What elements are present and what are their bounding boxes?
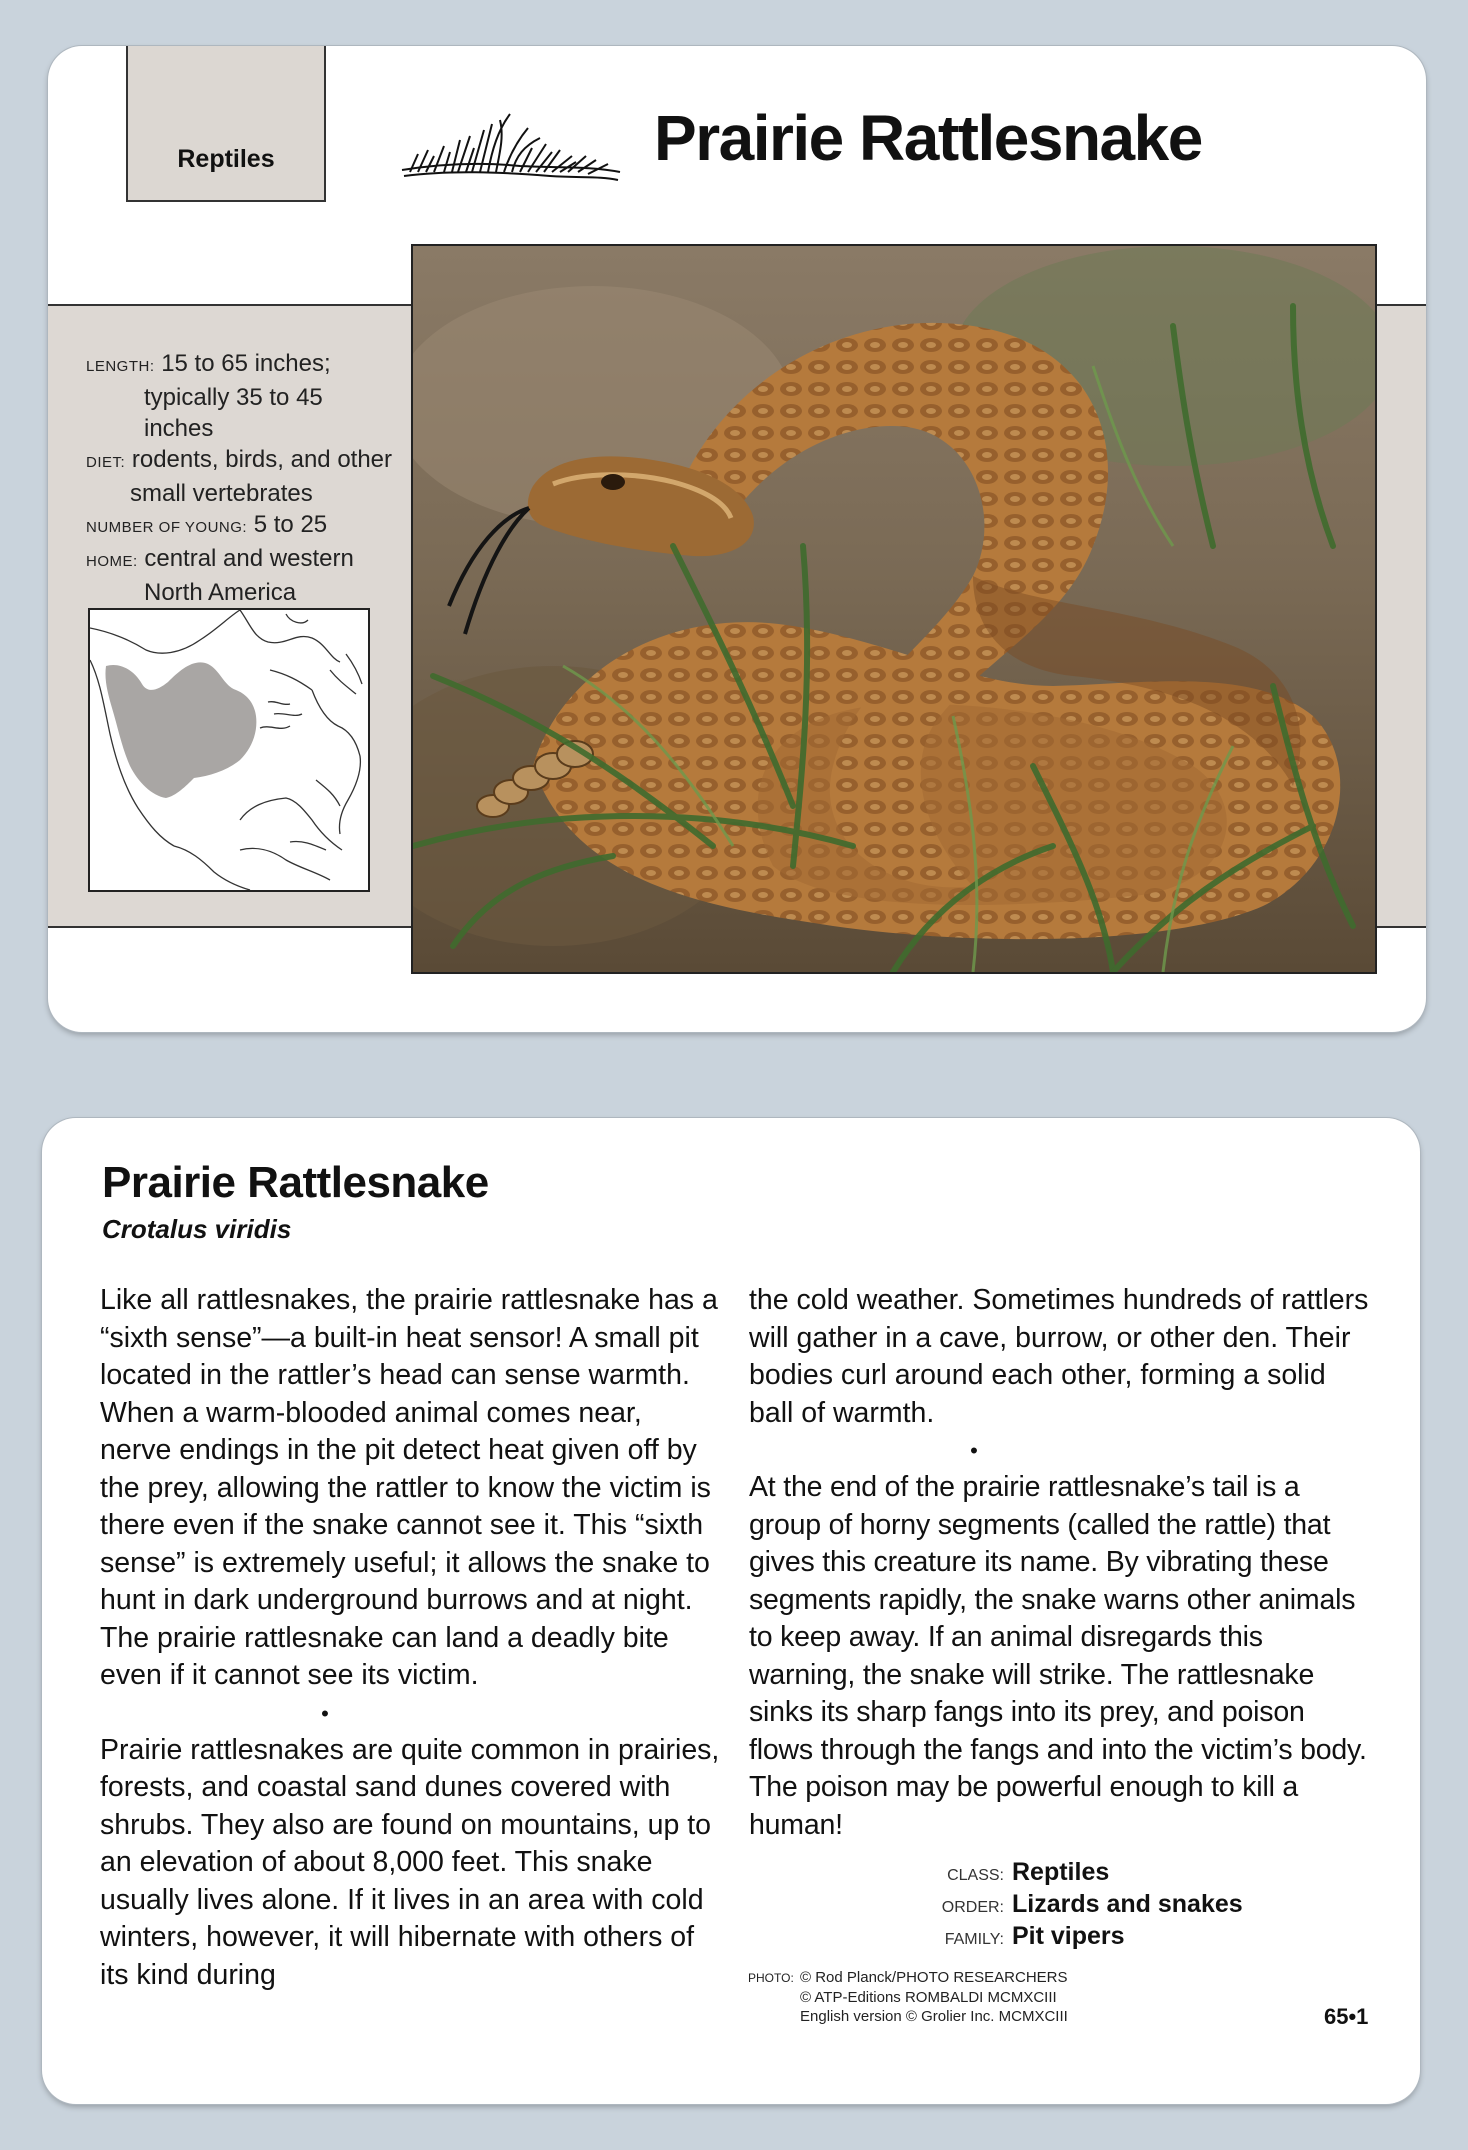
text-column-right	[749, 1282, 1369, 1844]
length-value: 15 to 65 inches;	[161, 350, 331, 377]
paragraph-rattle: At the end of the prairie rattlesnake’s tail is a group of horny segments (called the rattle) that gives this creature its name. By vibrating these segments rapidly, the snake warns other animals to keep away. If an animal disregards this warning, the snake will strike. The rattlesnake sinks its sharp fangs into its prey, and poison flows through the fangs and into the victim’s body. The poison may be powerful enough to kill a human!	[749, 1471, 1367, 1841]
scientific-name: Crotalus viridis	[102, 1214, 292, 1244]
front-card	[48, 46, 1426, 1032]
fact-list	[86, 348, 406, 608]
length-label: LENGTH:	[86, 358, 155, 375]
family-value: Pit vipers	[1012, 1922, 1125, 1950]
family-label: FAMILY:	[944, 1931, 1004, 1948]
photo-credits	[748, 1968, 1068, 2026]
paragraph-habitat: Prairie rattlesnakes are quite common in prairies, forests, and coastal sand dunes covered with shrubs. They also are found on mountains, up to an elevation of about 8,000 feet. This snake usually lives alone. If it lives in an area with cold winters, however, it will hibernate with others of its kind during	[100, 1733, 720, 1991]
young-label: NUMBER OF YOUNG:	[86, 519, 248, 536]
diet-label: DIET:	[86, 454, 126, 471]
home-value-line2: North America	[144, 579, 297, 606]
diet-value: rodents, birds, and other	[131, 446, 393, 473]
coiled-rattlesnake-photo-icon	[413, 246, 1375, 972]
back-title: Prairie Rattlesnake	[102, 1158, 489, 1207]
paragraph-hibernation: the cold weather. Sometimes hundreds of rattlers will gather in a cave, burrow, or other den. Their bodies curl around each other, forming a solid ball of warmth.	[749, 1284, 1369, 1429]
front-title: Prairie Rattlesnake	[654, 102, 1202, 174]
copyright-grolier: English version © Grolier Inc. MCMXCIII	[800, 2008, 1068, 2025]
length-value-line2: typically 35 to 45	[144, 384, 323, 411]
text-column-left	[100, 1282, 720, 1994]
card-number: 65•1	[1324, 2004, 1369, 2029]
rattlesnake-photo	[411, 244, 1377, 974]
category-label: Reptiles	[177, 145, 275, 173]
range-map	[88, 608, 370, 892]
home-value: central and western	[144, 545, 354, 572]
section-bullet: •	[321, 1700, 329, 1726]
class-label: CLASS:	[947, 1867, 1004, 1884]
paragraph-heat-sense: Like all rattlesnakes, the prairie rattlesnake has a “sixth sense”—a built-in heat sensor! A small pit located in the rattler’s head can sense warmth. When a warm-blooded animal comes near, nerve endings in the pit detect heat given off by the prey, allowing the rattler to know the victim is there even if the snake cannot see it. This “sixth sense” is extremely useful; it allows the snake to hunt in dark underground burrows and at night. The prairie rattlesnake can land a deadly bite even if it cannot see its victim.	[100, 1284, 718, 1691]
order-label: ORDER:	[941, 1899, 1004, 1916]
north-america-map-icon	[90, 610, 368, 890]
young-value: 5 to 25	[253, 511, 328, 538]
home-label: HOME:	[86, 553, 138, 570]
category-tab	[126, 46, 326, 202]
class-value: Reptiles	[1012, 1858, 1110, 1886]
photo-credit-label: PHOTO:	[748, 1971, 794, 1985]
taxonomy-block	[932, 1856, 1243, 1952]
diet-value-line2: small vertebrates	[130, 480, 313, 507]
photo-credit: © Rod Planck/PHOTO RESEARCHERS	[800, 1969, 1068, 1986]
copyright-atp: © ATP-Editions ROMBALDI MCMXCIII	[800, 1989, 1057, 2006]
section-bullet: •	[970, 1438, 978, 1463]
grass-icon	[400, 110, 622, 188]
length-value-line3: inches	[144, 415, 214, 442]
order-value: Lizards and snakes	[1012, 1890, 1243, 1918]
back-card	[42, 1118, 1420, 2104]
